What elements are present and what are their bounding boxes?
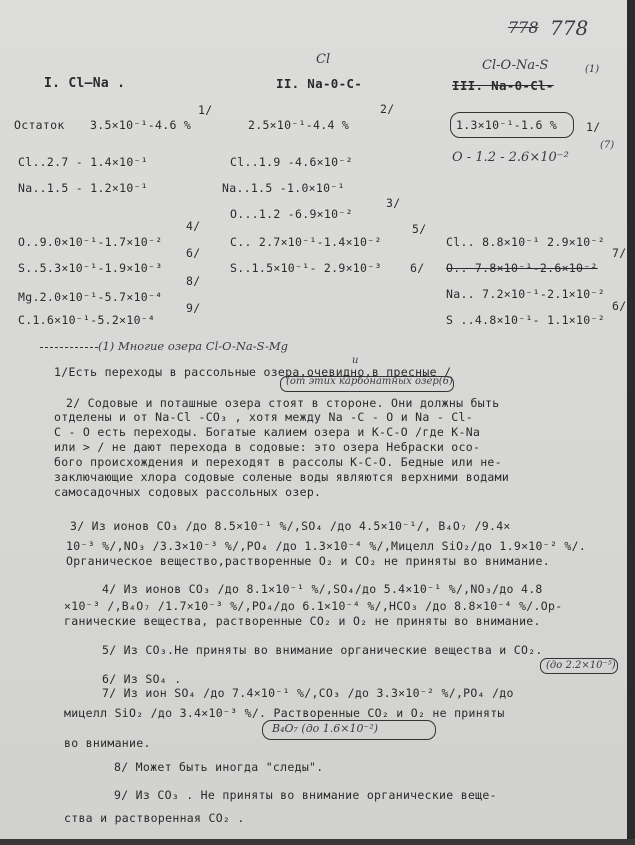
col2-note: 5/ xyxy=(412,222,427,236)
residue-col3-note: 1/ xyxy=(586,120,601,134)
note-line: мицелл SiO₂ /до 3.4×10⁻³ %/. Растворенные CO₂ и O₂ не приняты xyxy=(64,706,505,720)
separator-line xyxy=(40,347,98,348)
note-insert-handwritten: (от этих карбонатных озер(6) xyxy=(286,376,453,387)
residue-label: Остаток xyxy=(14,118,65,132)
note-line: во внимание. xyxy=(64,736,151,750)
note-line: 5/ Из CO₃.Не приняты во внимание органические вещества и CO₂. xyxy=(102,643,543,657)
col1-row: C.1.6×10⁻¹-5.2×10⁻⁴ xyxy=(18,313,156,327)
header-col3: III. Na-0-Cl- xyxy=(452,78,554,93)
col3-row-struck: O.. 7.8×10⁻¹-2.6×10⁻² xyxy=(446,261,598,275)
note-insert-handwritten: (до 2.2×10⁻⁵) xyxy=(546,660,616,671)
residue-col1: 3.5×10⁻¹-4.6 % xyxy=(90,118,192,132)
col2-note: 3/ xyxy=(386,196,401,210)
residue-col2-note: 2/ xyxy=(380,102,395,116)
note-insert-circle xyxy=(262,720,436,740)
col1-row: Mg.2.0×10⁻¹-5.7×10⁻⁴ xyxy=(18,290,163,304)
col2-note: 6/ xyxy=(410,261,425,275)
note-line: C - O есть переходы. Богатые калием озера и K-C-O /где K-Na xyxy=(54,425,481,439)
col3-row: S ..4.8×10⁻¹- 1.1×10⁻² xyxy=(446,313,605,327)
residue-col3: 1.3×10⁻¹-1.6 % xyxy=(456,118,558,132)
footnote-handwritten: (1) Многие озера Cl-O-Na-S-Mg xyxy=(98,339,288,353)
col3-note: 6/ xyxy=(612,299,627,313)
col3-row: Cl.. 8.8×10⁻¹ 2.9×10⁻² xyxy=(446,235,605,249)
note-line: 7/ Из ион SO₄ /до 7.4×10⁻¹ %/,CO₃ /до 3.3×10⁻² %/,PO₄ /до xyxy=(102,686,514,700)
note-insert-handwritten: B₄O₇ (до 1.6×10⁻²) xyxy=(272,722,379,735)
col1-row: S..5.3×10⁻¹-1.9×10⁻³ xyxy=(18,261,163,275)
residue-col3-circle xyxy=(450,112,574,138)
header-col1: I. Cl–Na . xyxy=(44,76,126,91)
note-line: 4/ Из ионов CO₃ /до 8.1×10⁻¹ %/,SO₄/до 5.4×10⁻¹ %/,NO₃/до 4.8 xyxy=(102,582,543,596)
note-line: ганические вещества, растворенные CO₂ и O₂ не приняты во внимание. xyxy=(64,614,541,628)
note-line: Органическое вещество,растворенные O₂ и CO₂ не приняты во внимание. xyxy=(66,554,550,568)
col1-note: 4/ xyxy=(186,219,201,233)
note-line: 6/ Из SO₄ . xyxy=(102,672,182,686)
col1-row: Cl..2.7 - 1.4×10⁻¹ xyxy=(18,155,149,169)
residue-col1-note: 1/ xyxy=(198,103,213,117)
note-insert-handwritten: и xyxy=(352,355,359,366)
note-line: 1/Есть переходы в рассольные озера,очевидно,в пресные / xyxy=(54,365,452,379)
note-line: ×10⁻³ /,B₄O₇ /1.7×10⁻³ %/,PO₄/до 6.1×10⁻⁴ %/,HCO₃ /до 8.8×10⁻⁴ %/.Ор- xyxy=(64,599,563,613)
col1-row: Na..1.5 - 1.2×10⁻¹ xyxy=(18,181,149,195)
note-line: ства и растворенная CO₂ . xyxy=(64,811,245,825)
note-line: бого происхождения и переходят в рассолы K-C-O. Бедные или не- xyxy=(54,455,502,469)
col1-note: 9/ xyxy=(186,301,201,315)
scan-edge-bottom xyxy=(0,839,635,845)
col2-row: S..1.5×10⁻¹- 2.9×10⁻³ xyxy=(230,261,382,275)
col2-row: Cl..1.9 -4.6×10⁻² xyxy=(230,155,353,169)
col2-row: Na..1.5 -1.0×10⁻¹ xyxy=(222,181,345,195)
col3-note: 7/ xyxy=(612,246,627,260)
note-insert-circle xyxy=(280,376,454,392)
page-number: 778 xyxy=(550,16,589,40)
col1-note: 8/ xyxy=(186,274,201,288)
note-insert-circle xyxy=(540,658,618,674)
page-number-struck: 778 xyxy=(508,18,539,37)
residue-col2: 2.5×10⁻¹-4.4 % xyxy=(248,118,350,132)
header-col2: II. Na-0-C- xyxy=(276,76,363,91)
col3-row-handwritten: O - 1.2 - 2.6×10⁻² xyxy=(452,150,569,165)
note-line: 10⁻³ %/,NO₃ /3.3×10⁻³ %/,PO₄ /до 1.3×10⁻⁴ %/,Мицелл SiO₂/до 1.9×10⁻² %/. xyxy=(66,539,587,553)
col1-note: 6/ xyxy=(186,246,201,260)
note-line: 9/ Из CO₃ . Не приняты во внимание органические веще- xyxy=(114,788,497,802)
header-col3-note: (1) xyxy=(585,64,600,75)
col1-row: O..9.0×10⁻¹-1.7×10⁻² xyxy=(18,235,163,249)
note-line: заключающие хлора содовые соленые воды являются верхними водами xyxy=(54,470,510,484)
note-line: 2/ Содовые и поташные озера стоят в стороне. Они должны быть xyxy=(66,396,500,410)
col3-row: Na.. 7.2×10⁻¹-2.1×10⁻² xyxy=(446,287,605,301)
note-line: 3/ Из ионов CO₃ /до 8.5×10⁻¹ %/,SO₄ /до 4.5×10⁻¹/, B₄O₇ /9.4× xyxy=(70,519,511,533)
col2-row: C.. 2.7×10⁻¹-1.4×10⁻² xyxy=(230,235,382,249)
header-col3-handwritten: Cl-O-Na-S xyxy=(482,58,549,73)
note-line: 8/ Может быть иногда "следы". xyxy=(114,760,324,774)
note-line: отделены и от Na-Cl -CO₃ , хотя между Na -C - O и Na - Cl- xyxy=(54,410,473,424)
note-line: самосадочных содовых рассольных озер. xyxy=(54,485,322,499)
col3-note: (7) xyxy=(600,140,615,151)
col2-row: O...1.2 -6.9×10⁻² xyxy=(230,207,353,221)
header-col2-handwritten: Cl xyxy=(316,52,331,67)
scan-edge-right xyxy=(627,0,635,845)
note-line: или > / не дают перехода в содовые: это озера Небраски осо- xyxy=(54,440,481,454)
